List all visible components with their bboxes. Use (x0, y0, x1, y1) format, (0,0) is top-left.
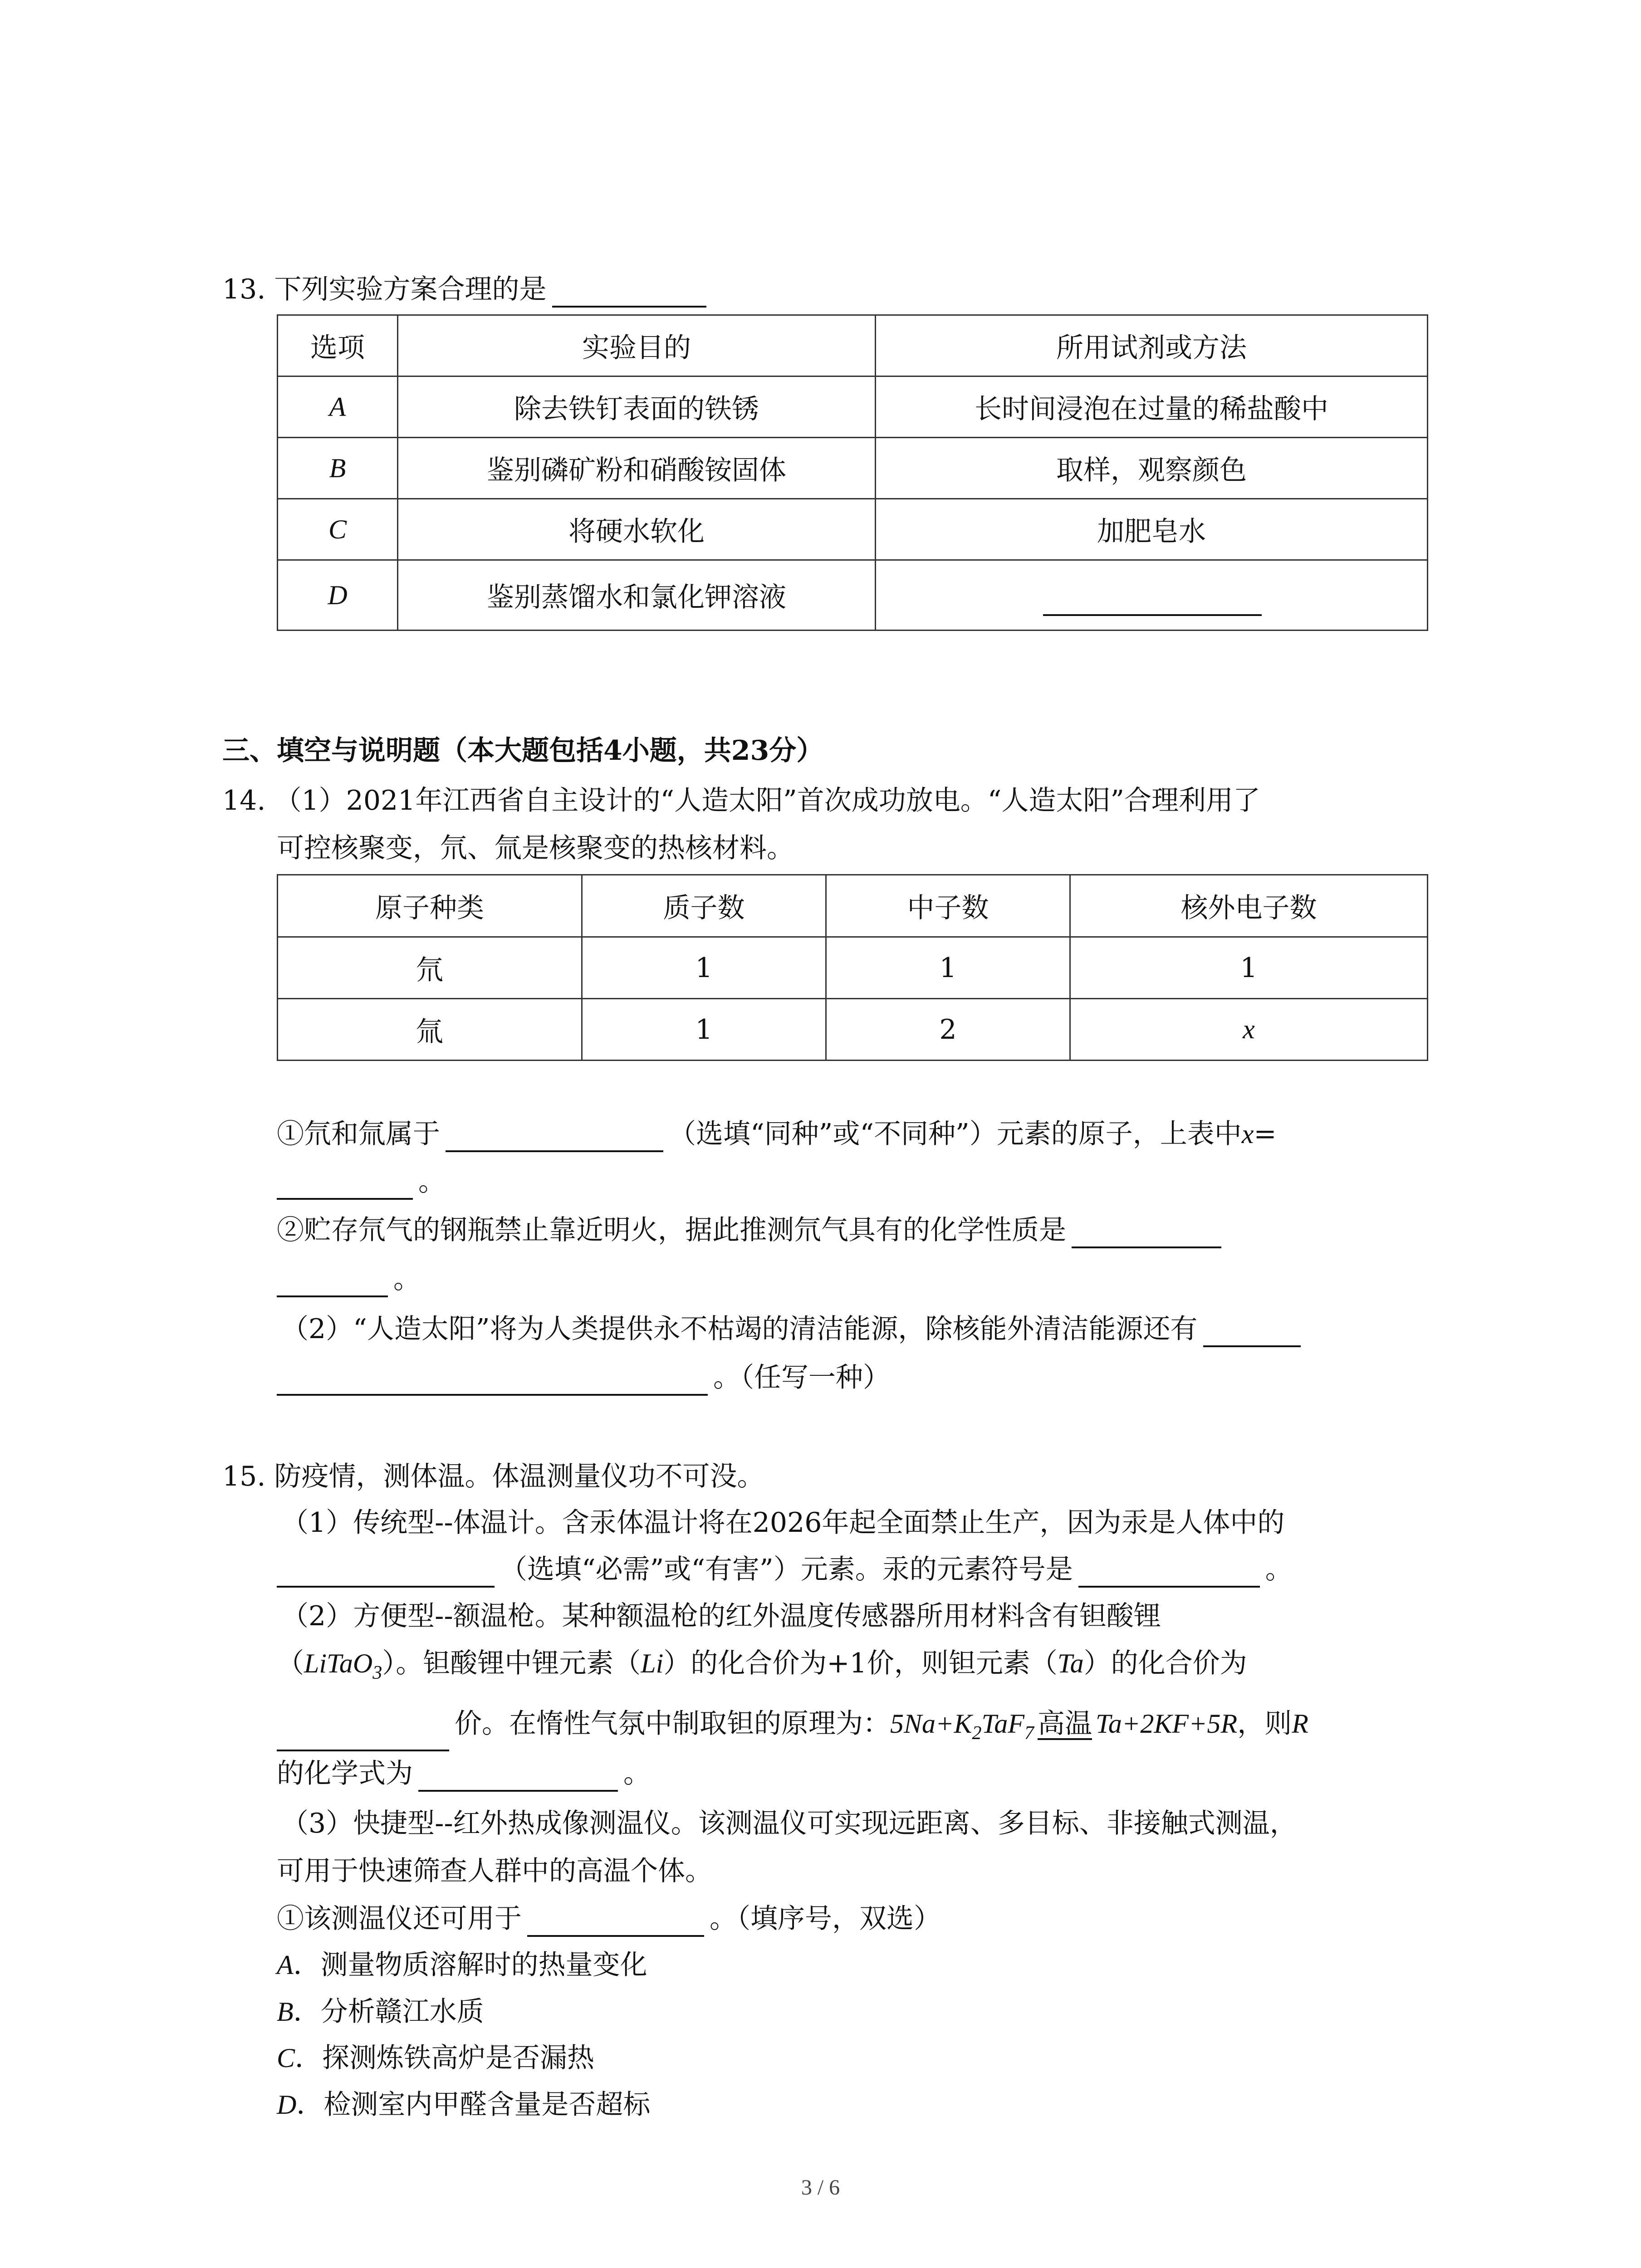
table-row (278, 560, 1428, 631)
option-b: B．分析赣江水质 (277, 1996, 484, 2028)
table-header-cell: 选项 (278, 315, 398, 376)
q15-line1: 15. 防疫情，测体温。体温测量仪功不可没。 (222, 1461, 764, 1492)
table-row (278, 937, 1428, 999)
q13-table (277, 314, 1428, 631)
method-cell (876, 560, 1428, 631)
q15-p2-line4: 的化学式为 。 (277, 1755, 651, 1792)
q14-line1: 14. （1）2021年江西省自主设计的“人造太阳”首次成功放电。“人造太阳”合理利用了 (222, 785, 1261, 816)
q14-sub2-line2: 。 (277, 1261, 421, 1297)
table-header-row (278, 875, 1428, 937)
q15-p3-line1: （3）快捷型--红外热成像测温仪。该测温仪可实现远距离、多目标、非接触式测温， (281, 1808, 1297, 1839)
table-header-cell: 原子种类 (278, 875, 582, 937)
protons-cell: 1 (582, 937, 826, 999)
table-header-row (278, 315, 1428, 376)
option-d: D．检测室内甲醛含量是否超标 (277, 2089, 651, 2121)
q15-p2-line2: （LiTaO$_3$）。钽酸锂中锂元素（Li）的化合价为+1价，则钽元素（Ta）的化合价为 (277, 1647, 1247, 1683)
page-number: 3 / 6 (801, 2175, 840, 2200)
option-letter: B (278, 438, 398, 499)
table-row (278, 499, 1428, 560)
section-title: 三、填空与说明题（本大题包括4小题，共23分） (222, 735, 824, 767)
option-letter: C (278, 499, 398, 560)
q14-sub2-line: ②贮存氘气的钢瓶禁止靠近明火，据此推测氘气具有的化学性质是 (277, 1212, 1227, 1248)
neutrons-cell: 2 (826, 999, 1070, 1061)
option-c: C．探测炼铁高炉是否漏热 (277, 2042, 595, 2074)
atom-kind-cell: 氚 (278, 999, 582, 1061)
goal-cell: 除去铁钉表面的铁锈 (398, 376, 876, 438)
q13-stem: 13. 下列实验方案合理的是 (222, 271, 712, 308)
table-header-cell: 中子数 (826, 875, 1070, 937)
q14-part2-line: （2）“人造太阳”将为人类提供永不枯竭的清洁能源，除核能外清洁能源还有 (281, 1311, 1306, 1347)
goal-cell: 将硬水软化 (398, 499, 876, 560)
q15-p2-line3: 价。在惰性气氛中制取钽的原理为：$5Na+K_2TaF_7$ 高温 Ta+2KF+5R，则R (277, 1706, 1308, 1751)
q15-p2-line1: （2）方便型--额温枪。某种额温枪的红外温度传感器所用材料含有钽酸锂 (281, 1600, 1161, 1632)
method-cell: 取样，观察颜色 (876, 438, 1428, 499)
method-cell: 加肥皂水 (876, 499, 1428, 560)
option-letter: A (278, 376, 398, 438)
q14-sub1-line: ①氘和氚属于 （选填“同种”或“不同种”）元素的原子，上表中x= (277, 1116, 1277, 1152)
option-a: A．测量物质溶解时的热量变化 (277, 1949, 647, 1981)
q14-part2-line2: 。（任写一种） (277, 1359, 890, 1396)
q15-p3-blank[interactable] (527, 1907, 704, 1937)
goal-cell: 鉴别磷矿粉和硝酸铵固体 (398, 438, 876, 499)
neutrons-cell: 1 (826, 937, 1070, 999)
q14-part2-blank[interactable] (1203, 1317, 1301, 1347)
q15-p1-blank1[interactable] (277, 1558, 495, 1588)
protons-cell: 1 (582, 999, 826, 1061)
q14-table (277, 874, 1428, 1061)
q15-p1-blank2[interactable] (1078, 1558, 1260, 1588)
reaction-condition: 高温 (1038, 1708, 1092, 1740)
q14-x-blank[interactable] (277, 1170, 413, 1200)
q15-p2-formula-blank[interactable] (418, 1762, 618, 1792)
q15-p1-line1: （1）传统型--体温计。含汞体温计将在2026年起全面禁止生产，因为汞是人体中的 (281, 1507, 1285, 1539)
q14-sub1-line2: 。 (277, 1163, 446, 1200)
table-row (278, 376, 1428, 438)
q15-p3-line2: 可用于快速筛查人群中的高温个体。 (277, 1855, 712, 1887)
electrons-cell: x (1070, 999, 1428, 1061)
method-cell: 长时间浸泡在过量的稀盐酸中 (876, 376, 1428, 438)
q14-sub2-blank[interactable] (1072, 1218, 1221, 1248)
q14-sub2-blank-cont[interactable] (277, 1267, 388, 1297)
atom-kind-cell: 氘 (278, 937, 582, 999)
q15-p2-valence-blank[interactable] (277, 1721, 449, 1751)
goal-cell: 鉴别蒸馏水和氯化钾溶液 (398, 560, 876, 631)
q14-part2-blank-cont[interactable] (277, 1366, 708, 1396)
table-header-cell: 核外电子数 (1070, 875, 1428, 937)
q14-line2: 可控核聚变，氘、氚是核聚变的热核材料。 (277, 832, 794, 864)
q14-sub1-blank[interactable] (446, 1122, 663, 1152)
q13-answer-blank[interactable] (552, 278, 706, 308)
table-row (278, 999, 1428, 1061)
table-header-cell: 所用试剂或方法 (876, 315, 1428, 376)
q15-p1-line2: （选填“必需”或“有害”）元素。汞的元素符号是 。 (277, 1551, 1293, 1588)
table-row (278, 438, 1428, 499)
table-header-cell: 质子数 (582, 875, 826, 937)
electrons-cell: 1 (1070, 937, 1428, 999)
table-header-cell: 实验目的 (398, 315, 876, 376)
option-letter: D (278, 560, 398, 631)
q15-p3-question: ①该测温仪还可用于 。（填序号，双选） (277, 1901, 941, 1937)
q13-d-answer-blank[interactable] (1043, 614, 1262, 616)
